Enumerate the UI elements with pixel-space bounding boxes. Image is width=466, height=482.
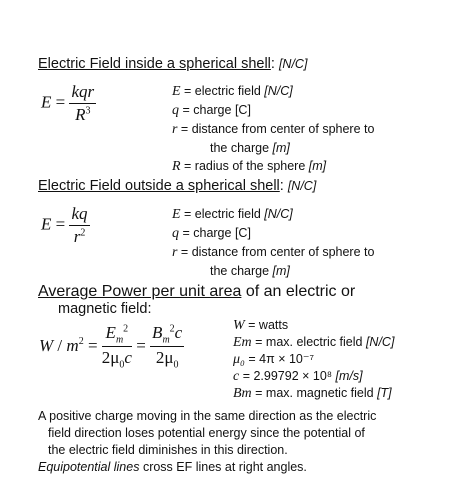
definition-line: the charge [m] [210, 264, 290, 278]
definition-line: Em = max. electric field [N/C] [233, 335, 395, 350]
definition-line: q = charge [C] [172, 103, 251, 118]
section1-definitions [172, 82, 374, 176]
section3-heading [38, 283, 355, 301]
formula-inside-shell: E = $\frac{\text{kqr}}{R^3}$ [41, 82, 95, 124]
note-line-equipotential: Equipotential lines cross EF lines at right angles. [38, 460, 307, 474]
definition-line: r = distance from center of sphere to [172, 122, 375, 137]
definition-line: R = radius of the sphere [m] [172, 159, 327, 174]
definition-line: the charge [m] [210, 141, 290, 155]
section2-heading-text: Electric Field outside a spherical shell [38, 178, 280, 194]
section2-heading-unit: [N/C] [287, 179, 317, 193]
section3-heading-underlined: Average Power per unit area [38, 283, 242, 300]
formula-outside-shell: E = $\frac{kq}{r^2}$ [41, 204, 88, 246]
note-line: field direction loses potential energy since the potential of [48, 426, 365, 440]
section2-definitions [172, 205, 374, 280]
definition-line: Bm = max. magnetic field [T] [233, 386, 392, 401]
section3-heading-line2: magnetic field: [58, 301, 152, 317]
section1-heading [38, 56, 307, 72]
definition-line: r = distance from center of sphere to [172, 245, 375, 260]
section3-definitions [233, 317, 394, 402]
formula-average-power: W / $m^2$ = $\frac{E_m^2}{2\mu_0c}$ = $\frac{B_m^2c}{2\mu_0}$ [39, 323, 183, 371]
definition-line: E = electric field [N/C] [172, 84, 293, 99]
note-paragraph [38, 408, 376, 476]
section1-heading-text: Electric Field inside a spherical shell [38, 56, 271, 72]
section2-heading [38, 178, 316, 194]
definition-line: μ₀ = 4π × 10⁻⁷ [233, 352, 314, 367]
definition-line: c = 2.99792 × 10⁸ [m/s] [233, 369, 363, 384]
section1-heading-colon: : [270, 56, 275, 72]
note-line: A positive charge moving in the same direction as the electric [38, 409, 377, 423]
definition-line: W = watts [233, 318, 289, 333]
definition-line: E = electric field [N/C] [172, 207, 293, 222]
section3-heading-rest: of an electric or [241, 283, 356, 300]
note-line: the electric field diminishes in this direction. [48, 443, 288, 457]
section2-heading-colon: : [279, 178, 284, 194]
section1-heading-unit: [N/C] [278, 57, 308, 71]
definition-line: q = charge [C] [172, 226, 251, 241]
